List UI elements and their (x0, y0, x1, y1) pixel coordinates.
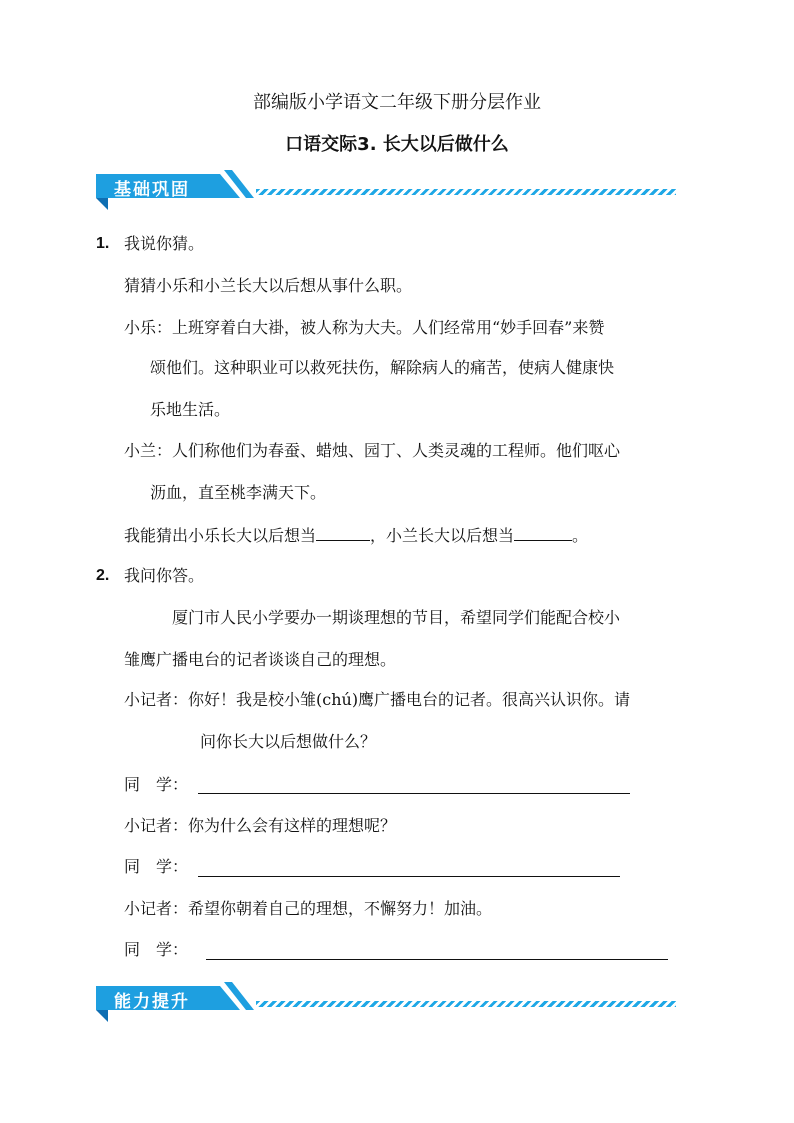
reporter-line-2: 问你长大以后想做什么？ (200, 732, 377, 751)
answer-part-2: ，小兰长大以后想当 (370, 526, 515, 545)
xiaolan-line-1: 小兰：人们称他们为春蚕、蜡烛、园丁、人类灵魂的工程师。他们呕心 (124, 441, 621, 460)
q1-instruction: 猜猜小乐和小兰长大以后想从事什么职。 (124, 276, 413, 295)
answer-end: 。 (572, 526, 589, 545)
section-banner-basic (96, 170, 686, 204)
reporter-line-1: 小记者：你好！我是校小雏(chú)鹰广播电台的记者。很高兴认识你。请 (124, 690, 631, 709)
xiaole-line-2: 颂他们。这种职业可以救死扶伤，解除病人的痛苦，使病人健康快 (150, 358, 615, 377)
banner-stripe (256, 189, 676, 195)
banner-stripe (256, 1001, 676, 1007)
answer-blank-2[interactable] (514, 524, 572, 541)
question-title-2: 我问你答。 (124, 566, 205, 585)
answer-line-3[interactable] (206, 959, 668, 960)
student-label-3: 同 学： (124, 940, 189, 959)
student-label-2: 同 学： (124, 857, 189, 876)
answer-blank-1[interactable] (316, 524, 370, 541)
question-number-2: 2. (96, 567, 110, 584)
section-title-basic: 基础巩固 (114, 180, 190, 200)
section-banner-advanced (96, 982, 686, 1016)
answer-line-1[interactable] (198, 793, 630, 794)
page-subtitle: 口语交际3. 长大以后做什么 (285, 134, 509, 155)
question-title-1: 我说你猜。 (124, 234, 205, 253)
xiaole-line-3: 乐地生活。 (150, 400, 231, 419)
question-number-1: 1. (96, 235, 110, 252)
q2-intro-line-2: 雏鹰广播电台的记者谈谈自己的理想。 (124, 650, 397, 669)
xiaolan-line-2: 沥血，直至桃李满天下。 (150, 483, 327, 502)
xiaole-line-1: 小乐：上班穿着白大褂，被人称为大夫。人们经常用“妙手回春”来赞 (124, 318, 605, 337)
reporter-question-2: 小记者：你为什么会有这样的理想呢？ (124, 816, 397, 835)
student-label-1: 同 学： (124, 775, 189, 794)
page-title: 部编版小学语文二年级下册分层作业 (253, 92, 541, 113)
answer-part-1: 我能猜出小乐长大以后想当 (124, 526, 317, 545)
reporter-closing: 小记者：希望你朝着自己的理想，不懈努力！加油。 (124, 899, 493, 918)
q2-intro-line-1: 厦门市人民小学要办一期谈理想的节目，希望同学们能配合校小 (172, 608, 621, 627)
section-title-advanced: 能力提升 (114, 992, 190, 1012)
q1-answer-sentence (124, 524, 588, 546)
answer-line-2[interactable] (198, 876, 620, 877)
